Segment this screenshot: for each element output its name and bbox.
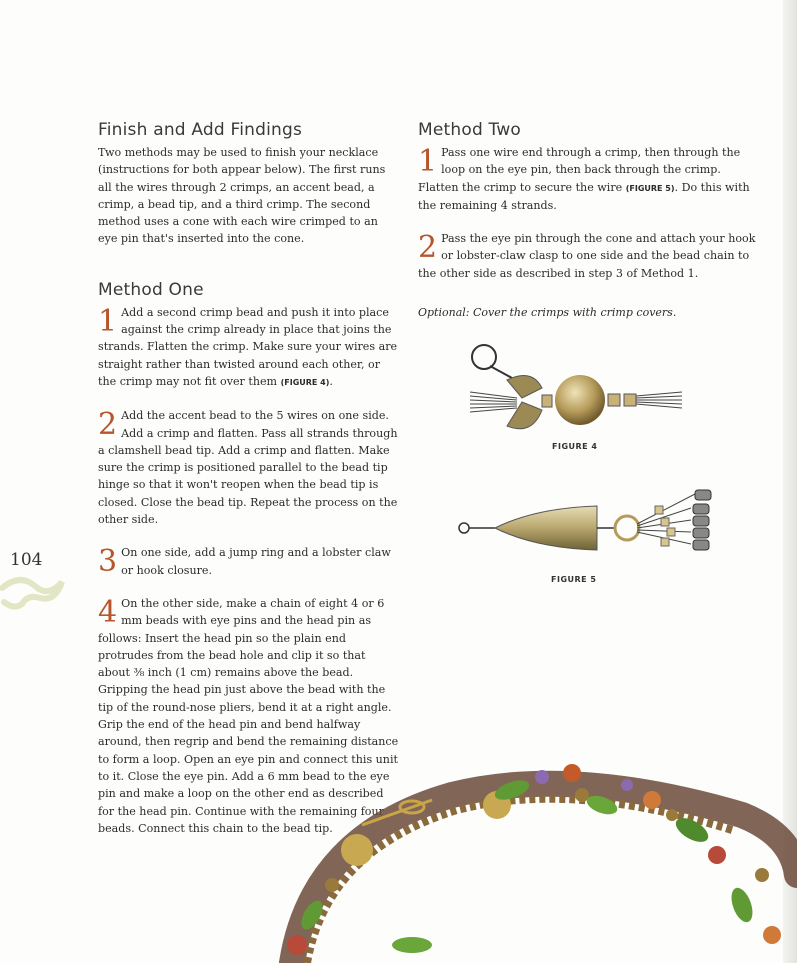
finish-intro: Two methods may be used to finish your necklace (instructions for both appear below). The first runs all the wires through 2 crimps, an accent bead, a crimp, a bead tip, and a third crimp. The second method uses a cone with each wire crimped to an eye pin that's inserted into the cone. — [98, 146, 386, 246]
figure-reference: (FIGURE 4) — [280, 377, 330, 387]
method-one-step-2 — [98, 407, 400, 528]
eye-pin-loop-icon — [615, 516, 639, 540]
figure-5-caption: FIGURE 5 — [551, 575, 597, 584]
left-column — [98, 120, 400, 837]
step-number: 2 — [418, 230, 438, 266]
step-number: 2 — [98, 407, 118, 443]
bead-tip-icon — [507, 376, 542, 399]
right-column — [418, 120, 763, 321]
step-number: 1 — [418, 144, 438, 179]
step-number: 4 — [98, 594, 118, 630]
optional-note: Optional: Cover the crimps with crimp covers. — [418, 306, 677, 320]
jump-ring-icon — [472, 345, 496, 369]
figure-reference: (FIGURE 5) — [625, 183, 675, 193]
step-text: Add the accent bead to the 5 wires on one side. Add a crimp and flatten. Pass all strands through a clamshell bead tip. Add a crimp and flatten. Make sure the crimp is positioned parallel to the bead tip hinge so that it won't reopen when the bead tip is closed. Close the bead tip. Repeat the process on the other side. — [98, 409, 398, 527]
finish-heading: Finish and Add Findings — [98, 120, 303, 140]
crimp-icon — [542, 395, 552, 407]
step-text: On the other side, make a chain of eight 4 or 6 mm beads with eye pins and the head pin as follows: Insert the head pin so the plain end protrudes from the bead hole and clip it so that about ⅜ inch (1 cm) remains above the bead. Gripping the head pin just above the bead with the tip of the round-nose pliers, bend it at a right angle. Grip the end of the head pin and bend halfway around, then regrip and bend the remaining distance to form a loop. Open an eye pin and connect this unit to it. Close the eye pin. Add a 6 mm bead to the eye pin and make a loop on the other end as described for the head pin. Continue with the remaining four beads. Connect this chain to the bead tip. — [98, 596, 399, 835]
step-text: Add a second crimp bead and push it into place against the crimp already in place that joins the strands. Flatten the crimp. Make sure your wires are straight rather than twisted around each other, or the crimp may not fit over them — [98, 305, 398, 388]
step-number: 1 — [98, 303, 118, 339]
method-one-heading: Method One — [98, 279, 204, 300]
step-text: On one side, add a jump ring and a lobster claw or hook closure. — [121, 546, 391, 577]
method-two-step-1 — [418, 144, 763, 214]
method-two-step-2 — [418, 230, 763, 282]
cone-icon — [495, 506, 597, 550]
method-one-step-1 — [98, 304, 400, 391]
strand-ends-fig5 — [693, 490, 711, 550]
page-number: 104 — [10, 550, 43, 570]
wire-strands-right — [636, 392, 682, 408]
wire-strands-left — [470, 392, 517, 412]
step-text: Pass one wire end through a crimp, then through the loop on the eye pin, then back through the crimp. Flatten the crimp to secure the wire — [418, 146, 741, 194]
figure-5-illustration — [455, 488, 725, 558]
step-number: 3 — [98, 544, 118, 580]
step-text-end: . Do this with the remaining 4 strands. — [418, 180, 750, 212]
figure-4-caption: FIGURE 4 — [552, 442, 598, 451]
accent-bead-icon — [555, 375, 605, 425]
necklace-photo — [272, 755, 797, 963]
method-two-heading: Method Two — [418, 120, 522, 140]
figure-4-illustration — [462, 340, 687, 435]
swirl-ornament-icon — [0, 568, 70, 613]
method-one-step-3 — [98, 544, 400, 579]
step-text: Pass the eye pin through the cone and attach your hook or lobster-claw clasp to one side and the bead chain to the other side as described in step 3 of Method 1. — [418, 232, 756, 280]
step-text-end: . — [329, 374, 333, 388]
